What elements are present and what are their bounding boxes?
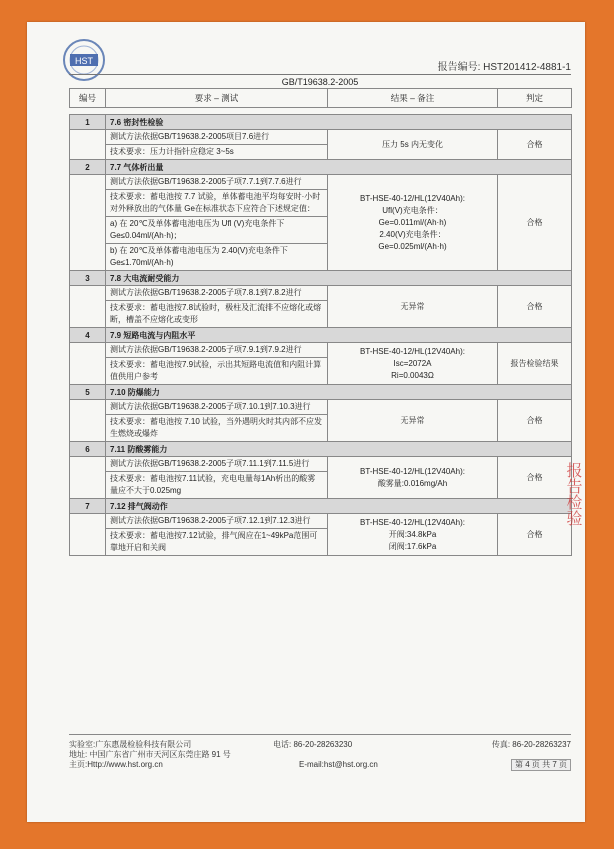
section-number: 2 <box>70 160 106 175</box>
section-row <box>70 442 572 457</box>
empty-number-cell <box>70 457 106 499</box>
requirement-text: 技术要求：蓄电池按7.9试验，示出其短路电流值和内阻计算值供用户参考 <box>106 358 328 385</box>
result-line: Ri=0.0043Ω <box>391 370 434 380</box>
report-page <box>27 22 585 822</box>
report-number: 报告编号: HST201412-4881-1 <box>437 62 571 73</box>
requirement-row <box>70 130 572 145</box>
footer <box>69 740 571 770</box>
verdict-cell: 合格 <box>498 130 572 160</box>
section-row <box>70 385 572 400</box>
section-row <box>70 328 572 343</box>
section-number: 1 <box>70 115 106 130</box>
footer-homepage[interactable]: 主页:Http://www.hst.org.cn <box>69 760 163 769</box>
requirement-text: 测试方法依据GB/T19638.2-2005子项7.12.1到7.12.3进行 <box>106 514 328 529</box>
footer-divider <box>69 734 571 735</box>
result-line: 2.40(V)充电条件： <box>379 229 446 239</box>
empty-number-cell <box>70 130 106 160</box>
result-line: Ge=0.011ml/(Ah·h) <box>378 217 447 227</box>
requirement-text: a) 在 20℃及单体蓄电池电压为 Ufl (V)充电条件下 Ge≤0.04ml/(Ah·h)； <box>106 217 328 244</box>
table-body <box>70 108 572 556</box>
result-line: BT-HSE-40-12/HL(12V40Ah): <box>360 517 465 527</box>
result-line: BT-HSE-40-12/HL(12V40Ah): <box>360 346 465 356</box>
requirement-text: 测试方法依据GB/T19638.2-2005项目7.6进行 <box>106 130 328 145</box>
result-line: 闭阀:17.6kPa <box>388 541 437 551</box>
result-cell <box>328 514 498 556</box>
verdict-cell: 合格 <box>498 457 572 499</box>
footer-email[interactable]: E-mail:hst@hst.org.cn <box>299 760 378 769</box>
col-result: 结果 – 备注 <box>328 89 498 108</box>
requirement-text: 测试方法依据GB/T19638.2-2005子项7.9.1到7.9.2进行 <box>106 343 328 358</box>
verdict-cell: 合格 <box>498 286 572 328</box>
result-line: BT-HSE-40-12/HL(12V40Ah): <box>360 193 465 203</box>
requirement-row <box>70 457 572 472</box>
result-line: Ufl(V)充电条件： <box>382 205 443 215</box>
empty-number-cell <box>70 175 106 271</box>
requirement-text: 技术要求：蓄电池按 7.7 试验，单体蓄电池平均每安时·小时对外释放出的气体量 Ge在标准状态下应符合下述规定值： <box>106 190 328 217</box>
section-row <box>70 499 572 514</box>
section-title: 7.6 密封性检验 <box>106 115 572 130</box>
footer-lab: 实验室:广东惠晟检验科技有限公司 <box>69 740 192 749</box>
requirement-text: 测试方法依据GB/T19638.2-2005子项7.8.1到7.8.2进行 <box>106 286 328 301</box>
section-title: 7.11 防酸雾能力 <box>106 442 572 457</box>
section-row <box>70 160 572 175</box>
result-line: Isc=2072A <box>393 358 432 368</box>
verdict-cell: 合格 <box>498 175 572 271</box>
empty-number-cell <box>70 514 106 556</box>
section-row <box>70 115 572 130</box>
result-cell <box>328 457 498 499</box>
col-requirement: 要求 – 测试 <box>106 89 328 108</box>
test-table <box>69 88 572 556</box>
result-line: 酸雾量:0.016mg/Ah <box>377 478 448 488</box>
result-line: BT-HSE-40-12/HL(12V40Ah): <box>360 466 465 476</box>
empty-number-cell <box>70 286 106 328</box>
section-title: 7.7 气体析出量 <box>106 160 572 175</box>
section-title: 7.10 防爆能力 <box>106 385 572 400</box>
result-cell <box>328 130 498 160</box>
requirement-row <box>70 286 572 301</box>
requirement-text: 技术要求：蓄电池按7.11试验，充电电量每1Ah析出的酸雾量应不大于0.025mg <box>106 472 328 499</box>
section-number: 7 <box>70 499 106 514</box>
empty-number-cell <box>70 400 106 442</box>
verdict-cell: 合格 <box>498 400 572 442</box>
col-number: 编号 <box>70 89 106 108</box>
requirement-row <box>70 400 572 415</box>
section-row <box>70 271 572 286</box>
verdict-cell: 报告检验结果 <box>498 343 572 385</box>
section-number: 3 <box>70 271 106 286</box>
requirement-row <box>70 343 572 358</box>
section-number: 4 <box>70 328 106 343</box>
requirement-text: 技术要求：蓄电池按7.12试验，排气阀应在1~49kPa范围可靠地开启和关阀 <box>106 529 328 556</box>
requirement-text: 测试方法依据GB/T19638.2-2005子项7.7.1到7.7.6进行 <box>106 175 328 190</box>
requirement-text: 技术要求：压力计指针应稳定 3~5s <box>106 145 328 160</box>
verdict-cell: 合格 <box>498 514 572 556</box>
footer-phone: 电话: 86-20-28263230 <box>273 740 353 749</box>
result-line: 开阀:34.8kPa <box>388 529 437 539</box>
section-title: 7.12 排气阀动作 <box>106 499 572 514</box>
requirement-text: 测试方法依据GB/T19638.2-2005子项7.11.1到7.11.5进行 <box>106 457 328 472</box>
red-stamp: 报告检验 <box>564 462 581 526</box>
footer-address: 地址: 中国广东省广州市天河区东莞庄路 91 号 <box>69 750 231 759</box>
result-cell <box>328 343 498 385</box>
result-line: 无异常 <box>400 415 425 425</box>
result-line: Ge=0.025ml/(Ah·h) <box>378 241 447 251</box>
requirement-text: b) 在 20℃及单体蓄电池电压为 2.40(V)充电条件下 Ge≤1.70ml/(Ah·h) <box>106 244 328 271</box>
requirement-text: 测试方法依据GB/T19638.2-2005子项7.10.1到7.10.3进行 <box>106 400 328 415</box>
standard-title: GB/T19638.2-2005 <box>69 74 571 89</box>
empty-number-cell <box>70 343 106 385</box>
requirement-row <box>70 175 572 190</box>
result-cell <box>328 286 498 328</box>
section-title: 7.9 短路电流与内阻水平 <box>106 328 572 343</box>
page-indicator: 第 4 页 共 7 页 <box>511 759 571 771</box>
spacer-cell <box>70 108 572 115</box>
col-verdict: 判定 <box>498 89 572 108</box>
table-spacer <box>70 108 572 115</box>
section-number: 5 <box>70 385 106 400</box>
result-line: 压力 5s 内无变化 <box>382 139 443 149</box>
table-header-row <box>70 89 572 108</box>
result-line: 无异常 <box>400 301 425 311</box>
section-number: 6 <box>70 442 106 457</box>
footer-fax: 传真: 86-20-28263237 <box>491 740 571 749</box>
requirement-row <box>70 514 572 529</box>
result-cell <box>328 175 498 271</box>
result-cell <box>328 400 498 442</box>
section-title: 7.8 大电流耐受能力 <box>106 271 572 286</box>
requirement-text: 技术要求：蓄电池按7.8试验时，极柱及汇流排不应熔化或熔断，槽盖不应熔化或变形 <box>106 301 328 328</box>
logo-text: HST <box>75 56 93 66</box>
requirement-text: 技术要求：蓄电池按 7.10 试验，当外遇明火时其内部不应发生燃烧或爆炸 <box>106 415 328 442</box>
